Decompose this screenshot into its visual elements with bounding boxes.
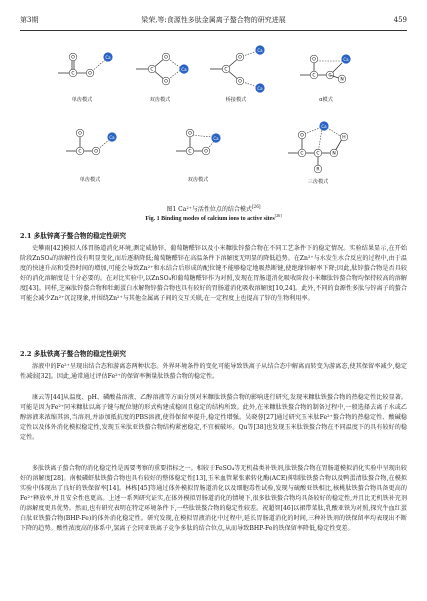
mode-label: 双齿模式 (149, 97, 171, 103)
svg-text:C: C (312, 73, 316, 79)
svg-text:C: C (224, 67, 228, 73)
svg-text:C: C (78, 149, 82, 155)
calcium-ion: Ca (257, 85, 263, 91)
svg-text:O: O (88, 71, 92, 77)
mode-label: 单齿模式 (71, 97, 93, 103)
calcium-ion: Ca (105, 54, 111, 60)
calcium-ion: Ca (257, 47, 263, 53)
mode-label: α模式 (319, 97, 333, 103)
svg-text:O: O (164, 79, 168, 85)
binding-modes-figure: O C O O Ca 单齿模式 C O O Ca 双齿模式 C O O Ca Ca 桥接模式 C O C N Ca α模式 C O O Ca 单齿模式 C O O Ca 双齿模式 C O C R N H Ca 三齿模式 (38, 33, 349, 185)
figure-caption-en: Fig. 1 Binding modes of calcium ions to active sites[26] (145, 213, 282, 222)
mode-bridging (210, 45, 265, 103)
paragraph: 溶液中的Fe²⁺呈现出结合态和游离态两种状态。外界环境条件的变化可能导致铁离子从结合态中解离而转变为游离态,使其保留率减少,稳定性减弱[32]。因此,通常通过评估Fe²⁺的保留率衡量肽铁螯合物的稳定性。 (20, 363, 407, 380)
svg-text:C: C (300, 151, 304, 157)
svg-text:O: O (238, 79, 242, 85)
running-title: 梁荣,等:食源性多肽金属离子螯合物的研究进展 (141, 16, 286, 24)
atom-c: C (71, 71, 75, 77)
svg-text:C: C (328, 73, 332, 79)
mode-bidentate-2 (176, 129, 221, 183)
page-number: 459 (393, 16, 407, 24)
svg-text:O: O (300, 133, 304, 139)
svg-text:O: O (238, 55, 242, 61)
calcium-ion: Ca (213, 135, 219, 141)
svg-text:R: R (316, 167, 320, 173)
svg-text:O: O (204, 149, 208, 155)
svg-text:O: O (71, 55, 75, 61)
section-heading: 2.1 多肽锌离子螯合物的稳定性研究 (20, 232, 127, 240)
svg-text:O: O (94, 149, 98, 155)
paragraph: 多肽铁离子螯合物的消化稳定性是需要考察的重要指标之一。相较于FeSO₄等无机盐类补铁剂,肽铁螯合物在胃肠道模拟消化实验中呈现出较好的溶解度[28]。南极磷虾肽铁螯合物也具有较好的整体稳定性[13],玉米血管紧张素转化酶(ACE)抑制肽铁螯合物以及鸭蛋清肽螯合物,在模拟实验中体现出了良好的铁保留率[14]。林栋[45]等通过体外模拟胃肠道消化以及细胞毒性试验,发现与硫酸亚铁相比,核桃肽铁螯合物具备更高的Fe²⁺释放率,并且安全性也更高。上述一系列研究证实,在体外模拟胃肠道消化的情境下,很多肽铁螯合物均具备较好的稳定性,并且比无机铁补充剂的溶解度更具优势。然而,也有研究表明在特定环境条件下,一些肽铁螯合物的稳定性较差。祝超智[46]以裙带菜肽,乳酸亚铁为对照,探究牛血红蛋白肽亚铁螯合物(BHP-Fe)的体外消化稳定性。研究发现,在模拟胃液消化中过程中,延长胃肠道消化的时间,三种补铁剂的铁保留率均表现出不断下降的趋势。酸性浓度高的体系中,氢离子会同亚铁离子竞争多肽的结合位点,从而导致BHP-Fe的铁保留率降低,稳定性变差。 (20, 465, 407, 532)
paragraph: 康云等[44]从温度、pH、磷酸盐溶液、乙醇溶液等方面分别对米糠肽铁螯合物的影响进行研究,发现米糠肽铁螯合物的热稳定性比较显著。可能是因为Fe²⁺同米糠肽以离子键与配位键的形式构建成稳固且稳定的结构所致。此外,在米糠肽铁螯合物的制备过程中,一般选择去离子水或乙醇溶液来浓缩其溶,当溶剂,并添加抵抗度的PBS溶液,使得保留率提升,稳定性增强。吴晓蓉[27]通过研究玉米肽Fe²⁺螯合物的热稳定性、酸碱稳定性以及体外消化模拟稳定性,发现玉米肽亚铁螯合物结构紧密稳定,不宜被破坏。Qu等[38]也发现玉米肽铁螯合物在不同温度下的具有较好的稳定性。 (20, 394, 407, 441)
mode-label: 单齿模式 (79, 177, 101, 183)
svg-text:N: N (340, 77, 344, 83)
svg-text:O: O (312, 57, 316, 63)
header-rule (20, 30, 407, 31)
mode-label: 桥接模式 (225, 97, 247, 103)
calcium-ion: Ca (181, 66, 187, 72)
figure-caption-cn: 图1 Ca²⁺与活性位点的结合模式[26] (166, 204, 261, 213)
svg-text:O: O (164, 55, 168, 61)
paragraph: 史攀雨[42]模拟人体胃肠道消化环境,测定威胁锌、葡萄糖醛锌以及小米糠肽锌螯合物在不同工艺条件下的稳定情况。实验结果显示,在开始阶段ZnSO₄的溶解性没有明显变化,而后逐渐降低;葡萄糖醛锌在高温条件下溶解度无明显的降低趋势。在Zn²⁺与水发生水合反应的过程中,由于温度的快速升高和受热时间的增加,可能会导致Zn²⁺和水结合后形成的配位键不能够稳定地吸热断键,使绝缘锌解率下降;因此,肽锌螯合物是否具较好的消化溶解度是十分必要的。在对比实验中,以ZnSO₄和葡萄糖醛锌作为对照,发现在胃肠道消化吸收阶段小米糠肽锌螯合物均保持较高的溶解度[43]。同样,芝麻肽锌螯合物和牡蛎蛋白水解物锌螯合物也具有较好的胃肠道消化吸收溶解度[10,24]。此外,不同的食源性多肽与锌离子的螯合可能会减少Zn²⁺沉淀现象,并围绕Zn²⁺与其他金属离子间的交互关联,在一定程度上也提高了锌的生物利用率。 (20, 245, 407, 302)
calcium-ion: Ca (343, 56, 349, 62)
svg-text:C: C (150, 67, 154, 73)
running-header (20, 14, 407, 26)
svg-text:O: O (78, 131, 82, 137)
calcium-ion: Ca (109, 134, 115, 140)
svg-text:C: C (316, 151, 320, 157)
svg-text:O: O (188, 131, 192, 137)
calcium-ion: Ca (321, 123, 327, 129)
mode-label: 双齿模式 (187, 177, 209, 183)
svg-text:N: N (332, 151, 336, 157)
mode-bidentate-1 (136, 53, 189, 103)
mode-tridentate (288, 121, 348, 185)
section-heading: 2.2 多肽铁离子螯合物的稳定性研究 (20, 350, 127, 358)
issue-number: 第3期 (20, 16, 39, 24)
mode-monodentate-2 (66, 129, 117, 183)
svg-text:C: C (188, 149, 192, 155)
svg-text:H: H (342, 135, 346, 141)
mode-label: 三齿模式 (307, 179, 329, 185)
mode-monodentate-1 (58, 52, 113, 103)
mode-alpha (300, 54, 351, 103)
